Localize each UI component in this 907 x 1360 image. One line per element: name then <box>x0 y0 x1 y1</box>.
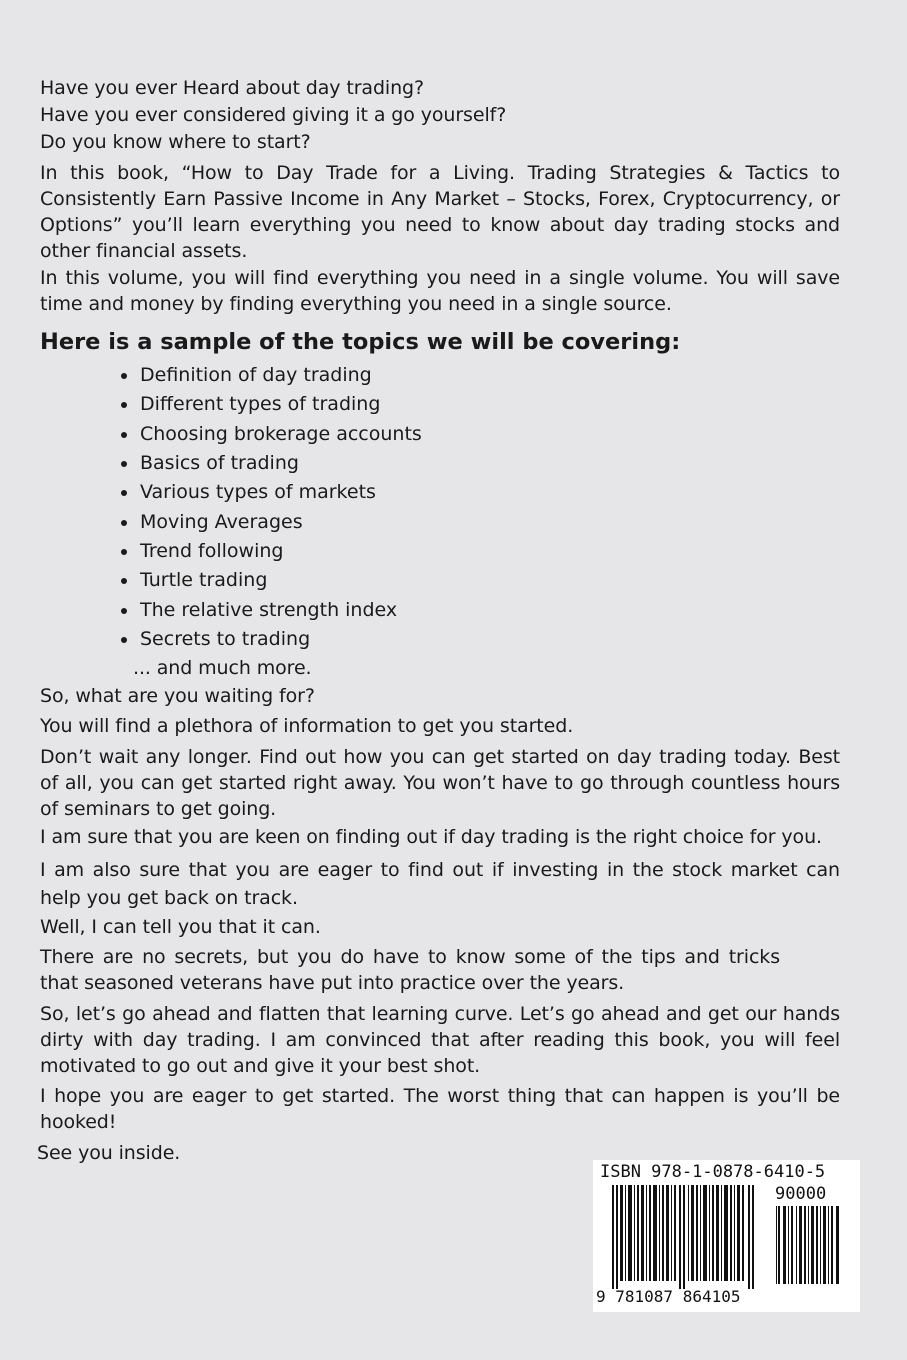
closing-dont-wait: Don’t wait any longer. Find out how you can get started on day trading today. Best of all, you can get started right away. You won’t have to go through countless hours of seminars to get going. <box>40 746 840 820</box>
topic-item <box>118 421 422 450</box>
bullet-icon <box>121 490 127 496</box>
topic-item <box>118 391 422 420</box>
closing-secrets: There are no secrets, but you do have to know some of the tips and tricks that seasoned veterans have put into practice over the years. <box>40 946 780 994</box>
topic-label: Various types of markets <box>140 481 376 504</box>
closing-see-you: See you inside. <box>37 1142 181 1164</box>
topic-item <box>118 362 422 391</box>
ean-digits: 9 781087 864105 <box>596 1287 741 1306</box>
topic-label: The relative strength index <box>140 598 398 621</box>
closing-plethora: You will find a plethora of information to get you started. <box>40 715 574 737</box>
topic-label: Trend following <box>140 540 284 563</box>
bullet-icon <box>121 637 127 643</box>
bullet-icon <box>121 402 127 408</box>
topic-label: Different types of trading <box>140 393 381 416</box>
bullet-icon <box>121 432 127 438</box>
isbn-barcode <box>593 1160 860 1312</box>
topic-label: Moving Averages <box>140 510 303 533</box>
isbn-label: ISBN 978-1-0878-6410-5 <box>600 1162 826 1182</box>
topics-list <box>118 362 422 655</box>
intro-paragraph-book-title: In this book, “How to Day Trade for a Living. Trading Strategies & Tactics to Consistently Earn Passive Income in Any Market – Stocks, Forex, Cryptocurrency, or Options” you’ll learn everything you need to know about day trading stocks and other financial assets. <box>40 162 840 262</box>
topic-label: Definition of day trading <box>140 364 372 386</box>
bullet-icon <box>121 549 127 555</box>
closing-it-can: Well, I can tell you that it can. <box>40 916 321 938</box>
bullet-icon <box>121 520 127 526</box>
closing-eager: I am also sure that you are eager to find out if investing in the stock market can help you get back on track. <box>40 859 840 909</box>
topic-label: Basics of trading <box>140 452 299 475</box>
topic-item <box>118 567 422 596</box>
bullet-icon <box>121 461 127 467</box>
topic-item <box>118 509 422 538</box>
topics-more: ... and much more. <box>133 657 312 679</box>
closing-keen: I am sure that you are keen on finding out if day trading is the right choice for you. <box>40 826 822 848</box>
price-code: 90000 <box>775 1184 827 1204</box>
topics-heading: Here is a sample of the topics we will be covering: <box>40 329 681 355</box>
intro-question-3: Do you know where to start? <box>40 131 311 153</box>
addon-bars-icon <box>775 1206 845 1284</box>
intro-question-2: Have you ever considered giving it a go yourself? <box>40 104 507 126</box>
topic-item <box>118 538 422 567</box>
topic-label: Turtle trading <box>140 569 268 592</box>
topic-item <box>118 597 422 626</box>
topic-item <box>118 626 422 655</box>
closing-question: So, what are you waiting for? <box>40 685 315 707</box>
bullet-icon <box>121 608 127 614</box>
bullet-icon <box>121 373 127 379</box>
closing-flatten: So, let’s go ahead and flatten that learning curve. Let’s go ahead and get our hands dirty with day trading. I am convinced that after reading this book, you will feel motivated to go out and give it your best shot. <box>40 1003 840 1077</box>
bullet-icon <box>121 578 127 584</box>
intro-question-1: Have you ever Heard about day trading? <box>40 77 425 99</box>
topic-item <box>118 479 422 508</box>
intro-paragraph-single-volume: In this volume, you will find everything you need in a single volume. You will save time and money by finding everything you need in a single source. <box>40 267 840 315</box>
topic-item <box>118 450 422 479</box>
barcode-bars-icon <box>610 1185 758 1289</box>
closing-hooked: I hope you are eager to get started. The worst thing that can happen is you’ll be hooked! <box>40 1085 840 1133</box>
topic-label: Secrets to trading <box>140 628 311 651</box>
topic-label: Choosing brokerage accounts <box>140 422 422 445</box>
